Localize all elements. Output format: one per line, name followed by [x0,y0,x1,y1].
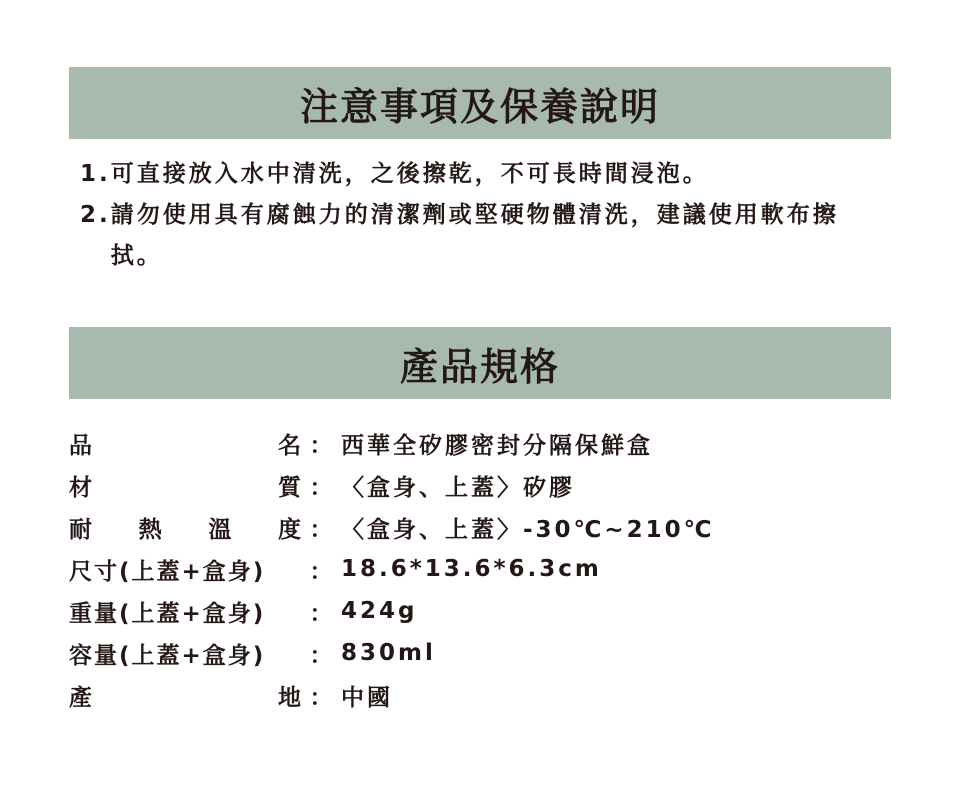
spec-label [69,679,301,712]
care-item-text: 請勿使用具有腐蝕力的清潔劑或堅硬物體清洗，建議使用軟布擦拭。 [110,202,839,269]
spec-row-material [69,464,715,506]
spec-value: 〈盒身、上蓋〉矽膠 [341,474,575,501]
spec-label: 容量(上蓋+盒身) [69,642,266,669]
spec-label-char: 熱 [138,516,162,543]
spec-colon: ： [309,432,333,459]
spec-label-char: 名 [278,432,301,459]
care-section-title: 注意事項及保養說明 [299,84,660,129]
spec-label-char: 地 [278,684,301,711]
spec-colon: ： [309,558,333,585]
spec-value: 830ml [341,640,436,666]
spec-label: 尺寸(上蓋+盒身) [69,558,266,585]
spec-colon: ： [309,516,333,543]
spec-table [69,422,715,716]
spec-value: 424g [341,598,418,624]
spec-label-char: 材 [69,474,92,501]
spec-colon: ： [309,600,333,627]
care-item-number: 1. [80,161,111,187]
spec-row-dimensions [69,548,715,590]
spec-label [69,427,301,460]
spec-row-name [69,422,715,464]
care-item-text: 可直接放入水中清洗，之後擦乾，不可長時間浸泡。 [110,161,709,187]
spec-section-title: 產品規格 [399,344,560,389]
spec-value: 18.6*13.6*6.3cm [341,556,602,582]
spec-label: 重量(上蓋+盒身) [69,600,266,627]
care-section-banner [69,67,891,139]
care-instructions-list [80,154,880,277]
spec-colon: ： [309,474,333,501]
spec-colon: ： [309,642,333,669]
spec-label-char: 品 [69,432,92,459]
spec-label-char: 耐 [69,516,92,543]
care-item-number: 2. [80,202,111,228]
care-item [80,154,880,195]
spec-label-char: 溫 [208,516,232,543]
spec-value: 西華全矽膠密封分隔保鮮盒 [341,432,653,459]
spec-section-banner [69,327,891,399]
spec-label-char: 產 [69,684,92,711]
spec-row-weight [69,590,715,632]
care-item [80,195,880,277]
spec-label-char: 質 [278,474,301,501]
spec-value: 〈盒身、上蓋〉-30℃~210℃ [341,516,715,543]
spec-label-char: 度 [277,516,301,543]
spec-row-capacity [69,632,715,674]
spec-colon: ： [309,684,333,711]
spec-value: 中國 [341,684,393,711]
spec-row-origin [69,674,715,716]
spec-label [69,511,301,544]
spec-label [69,469,301,502]
spec-row-heat-resistance [69,506,715,548]
